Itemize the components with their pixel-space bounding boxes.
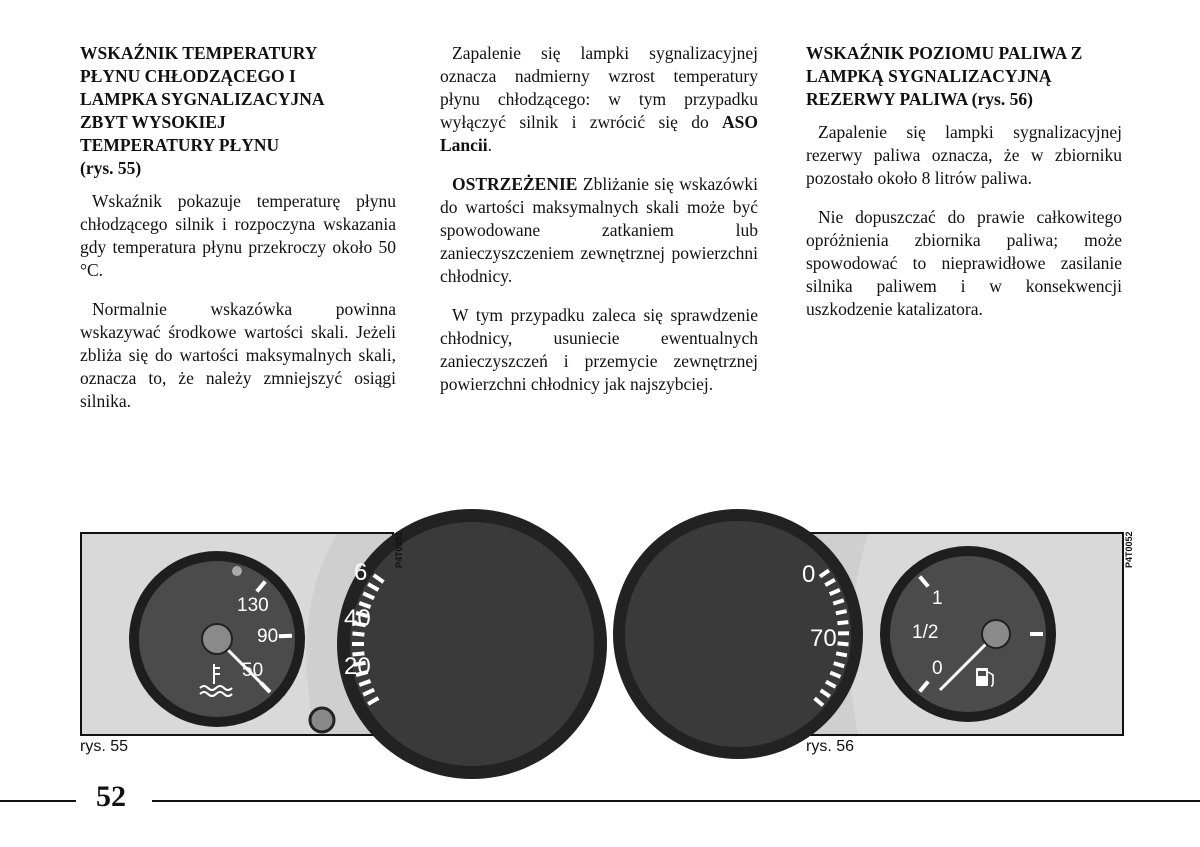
- page-number: 52: [96, 780, 126, 813]
- speedo-label-40: 40: [344, 605, 371, 632]
- coolant-heading-line-2: PŁYNU CHŁODZĄCEGO I: [80, 66, 296, 86]
- coolant-paragraph-2: Normalnie wskazówka powinna wskazywać środkowe wartości skali. Jeżeli zbliża się do wartości maksymalnych skali, oznacza to, że należy zmniejszyć osiągi silnika.: [80, 299, 396, 411]
- fuel-needle-hub: [982, 620, 1010, 648]
- fuel-gauge-illustration: [802, 534, 1122, 734]
- temp-needle-hub: [202, 624, 232, 654]
- speedometer-tick: [837, 622, 848, 623]
- warning-light-paragraph: [440, 42, 758, 157]
- column-1: [80, 42, 396, 429]
- coolant-heading: [80, 42, 396, 180]
- speedo-label-0: 0: [802, 561, 816, 588]
- temp-label-130: 130: [237, 595, 269, 616]
- footer-rule-left: [0, 800, 76, 802]
- fuel-paragraph-1: Zapalenie się lampki sygnalizacyjnej rezerwy paliwa oznacza, że w zbiorniku pozostało około 8 litrów paliwa.: [806, 122, 1122, 188]
- fuel-heading: [806, 42, 1122, 111]
- radiator-check-paragraph: W tym przypadku zaleca się sprawdzenie chłodnicy, usuniecie ewentualnych zanieczyszczeń i przemycie zewnętrznej powierzchni chłodnicy jak najszybciej.: [440, 305, 758, 394]
- column-2: [440, 42, 758, 412]
- temp-label-90: 90: [257, 626, 279, 647]
- coolant-paragraph-1: Wskaźnik pokazuje temperaturę płynu chłodzącego silnik i rozpoczyna wskazania gdy temperatura płynu przekroczy około 50 °C.: [80, 191, 396, 280]
- speedometer-tick: [836, 653, 847, 655]
- figure-55-code: P4T0051: [394, 531, 404, 568]
- coolant-heading-line-1: WSKAŹNIK TEMPERATURY: [80, 43, 318, 63]
- warning-light-text: Zapalenie się lampki sygnalizacyjnej oznacza nadmierny wzrost temperatury płynu chłodzącego: w tym przypadku wyłączyć silnik i zwrócić się do: [440, 43, 758, 132]
- coolant-heading-line-6: (rys. 55): [80, 158, 142, 178]
- column-3: [806, 42, 1122, 337]
- speedo-label-70: 70: [810, 625, 837, 652]
- speedo-label-6: 6: [354, 559, 368, 586]
- warning-paragraph: [440, 173, 758, 288]
- coolant-heading-line-3: LAMPKA SYGNALIZACYJNA: [80, 89, 325, 109]
- coolant-heading-line-5: TEMPERATURY PŁYNU: [80, 135, 280, 155]
- temp-warning-lamp: [232, 566, 242, 576]
- footer-rule-right: [152, 800, 1200, 802]
- coolant-gauge-illustration: [82, 534, 392, 734]
- fuel-heading-line-3: REZERWY PALIWA (rys. 56): [806, 89, 1033, 109]
- figure-56-code: P4T0052: [1124, 531, 1134, 568]
- temp-gauge-tick: [279, 636, 292, 637]
- speedo-label-20: 20: [344, 653, 371, 680]
- warning-label: OSTRZEŻENIE: [452, 174, 578, 194]
- fuel-gauge-figure: [802, 532, 1124, 736]
- figure-56-caption: rys. 56: [806, 738, 855, 755]
- fuel-label-empty: 0: [932, 658, 943, 679]
- fuel-heading-line-2: LAMPKĄ SYGNALIZACYJNĄ: [806, 66, 1052, 86]
- warning-light-end: .: [487, 135, 493, 155]
- figure-55-caption: rys. 55: [80, 738, 129, 755]
- speedometer-tick: [836, 611, 847, 613]
- temp-label-50: 50: [242, 660, 264, 681]
- coolant-gauge-figure: [80, 532, 394, 736]
- speedometer-tick: [838, 643, 849, 644]
- speedometer-tick: [352, 634, 364, 635]
- speedometer-face: [350, 522, 594, 766]
- fuel-label-full: 1: [932, 588, 943, 609]
- fuel-paragraph-2: Nie dopuszczać do prawie całkowitego opróżnienia zbiornika paliwa; może spowodować to nieprawidłowe zasilanie silnika paliwem i w konsekwencji uszkodzenie katalizatora.: [806, 207, 1122, 319]
- fuel-heading-line-1: WSKAŹNIK POZIOMU PALIWA Z: [806, 43, 1083, 63]
- fuel-label-half: 1/2: [912, 622, 939, 643]
- coolant-heading-line-4: ZBYT WYSOKIEJ: [80, 112, 226, 132]
- aso-lancia-text: ASO Lancii: [440, 112, 758, 155]
- dashboard-knob: [310, 708, 334, 732]
- warning-text: Zbliżanie się wskazówki do wartości maksymalnych skali może być spowodowane zatkaniem lub zanieczyszczeniem zewnętrznej powierzchni chłodnicy.: [440, 174, 758, 286]
